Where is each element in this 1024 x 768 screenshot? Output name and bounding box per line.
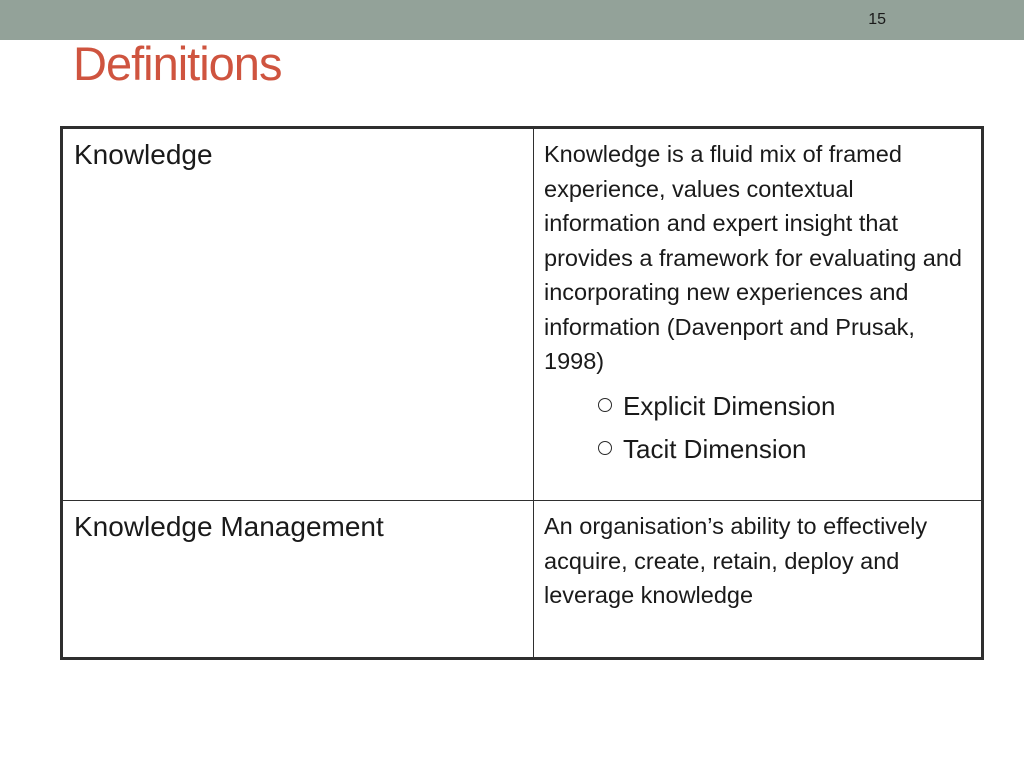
- dimension-list: [544, 385, 971, 471]
- list-item: [598, 385, 971, 428]
- list-item: [598, 428, 971, 471]
- table-row: [62, 128, 983, 501]
- slide-number: 15: [868, 11, 886, 28]
- bullet-label: Explicit Dimension: [623, 390, 836, 421]
- definition-cell: [534, 128, 983, 501]
- term-label: Knowledge: [74, 139, 213, 170]
- top-bar: [0, 0, 1024, 40]
- definitions-table: [60, 126, 984, 660]
- definition-cell: [534, 501, 983, 659]
- definition-text: An organisation’s ability to effectively acquire, create, retain, deploy and leverage knowledge: [544, 513, 928, 608]
- term-cell: [62, 128, 534, 501]
- definition-text: Knowledge is a fluid mix of framed experience, values contextual information and expert insight that provides a framework for evaluating and incorporating new experiences and information (Davenport and Prusak, 1998): [544, 141, 962, 374]
- hollow-circle-bullet-icon: [598, 441, 612, 455]
- slide-title: Definitions: [73, 37, 282, 90]
- bullet-label: Tacit Dimension: [623, 433, 807, 464]
- term-cell: [62, 501, 534, 659]
- hollow-circle-bullet-icon: [598, 398, 612, 412]
- table-row: [62, 501, 983, 659]
- term-label: Knowledge Management: [74, 511, 384, 542]
